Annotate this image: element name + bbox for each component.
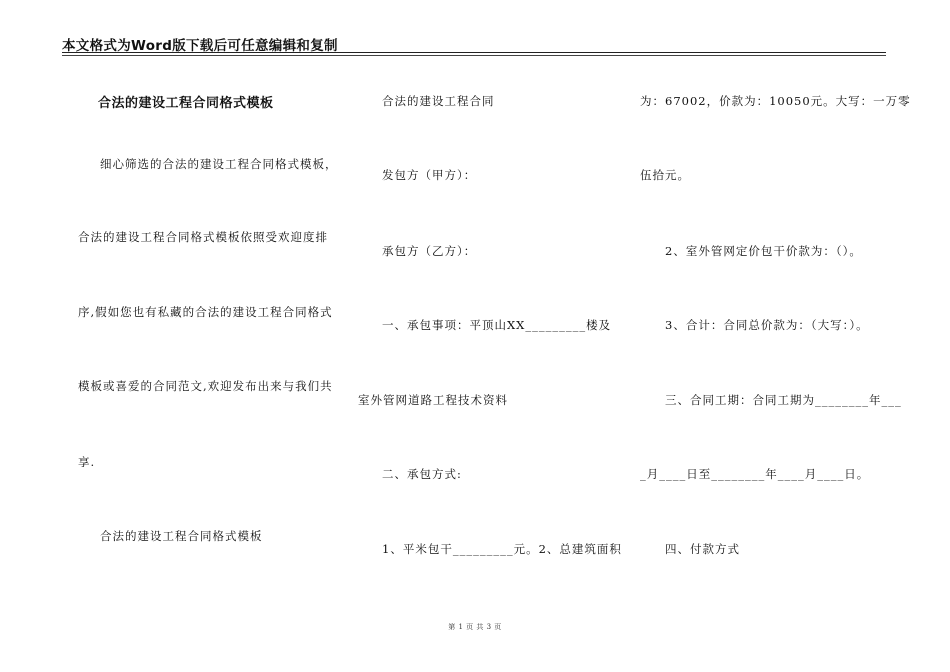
header-rule-thin <box>62 55 886 56</box>
price-item-2: 2、室外管网定价包干价款为：（）。 <box>665 244 862 258</box>
contract-item-3-cont: _月____日至________年____月____日。 <box>640 467 870 481</box>
page-number: 第 1 页 共 3 页 <box>448 623 502 631</box>
contract-title: 合法的建设工程合同 <box>382 94 495 108</box>
paragraph-line: 享. <box>78 455 96 469</box>
contract-item-1-cont: 室外管网道路工程技术资料 <box>358 393 508 407</box>
price-item-3: 3、合计：合同总价款为：（大写：）。 <box>665 318 869 332</box>
contract-item-2-1: 1、平米包干_________元。2、总建筑面积 <box>382 542 622 556</box>
paragraph-line: 合法的建设工程合同格式模板依照受欢迎度排 <box>78 230 328 244</box>
header-rule-thick <box>62 52 886 53</box>
contract-item-4: 四、付款方式 <box>665 542 740 556</box>
party-a-line: 发包方（甲方）： <box>382 168 477 182</box>
party-b-line: 承包方（乙方）： <box>382 244 477 258</box>
contract-item-1: 一、承包事项：平顶山XX_________楼及 <box>382 318 612 332</box>
contract-item-2: 二、承包方式: <box>382 467 462 481</box>
paragraph-line: 细心筛选的合法的建设工程合同格式模板， <box>100 157 338 171</box>
contract-item-3: 三、合同工期：合同工期为________年___ <box>665 393 902 407</box>
price-line: 为：67002，价款为：10050元。大写：一万零 <box>640 94 911 108</box>
paragraph-line: 序,假如您也有私藏的合法的建设工程合同格式 <box>78 305 333 319</box>
document-title: 合法的建设工程合同格式模板 <box>98 96 274 111</box>
price-line-cont: 伍拾元。 <box>640 168 690 182</box>
page-header: 本文格式为Word版下载后可任意编辑和复制 <box>62 38 338 54</box>
paragraph-line: 合法的建设工程合同格式模板 <box>100 529 263 543</box>
paragraph-line: 模板或喜爱的合同范文,欢迎发布出来与我们共 <box>78 379 333 393</box>
